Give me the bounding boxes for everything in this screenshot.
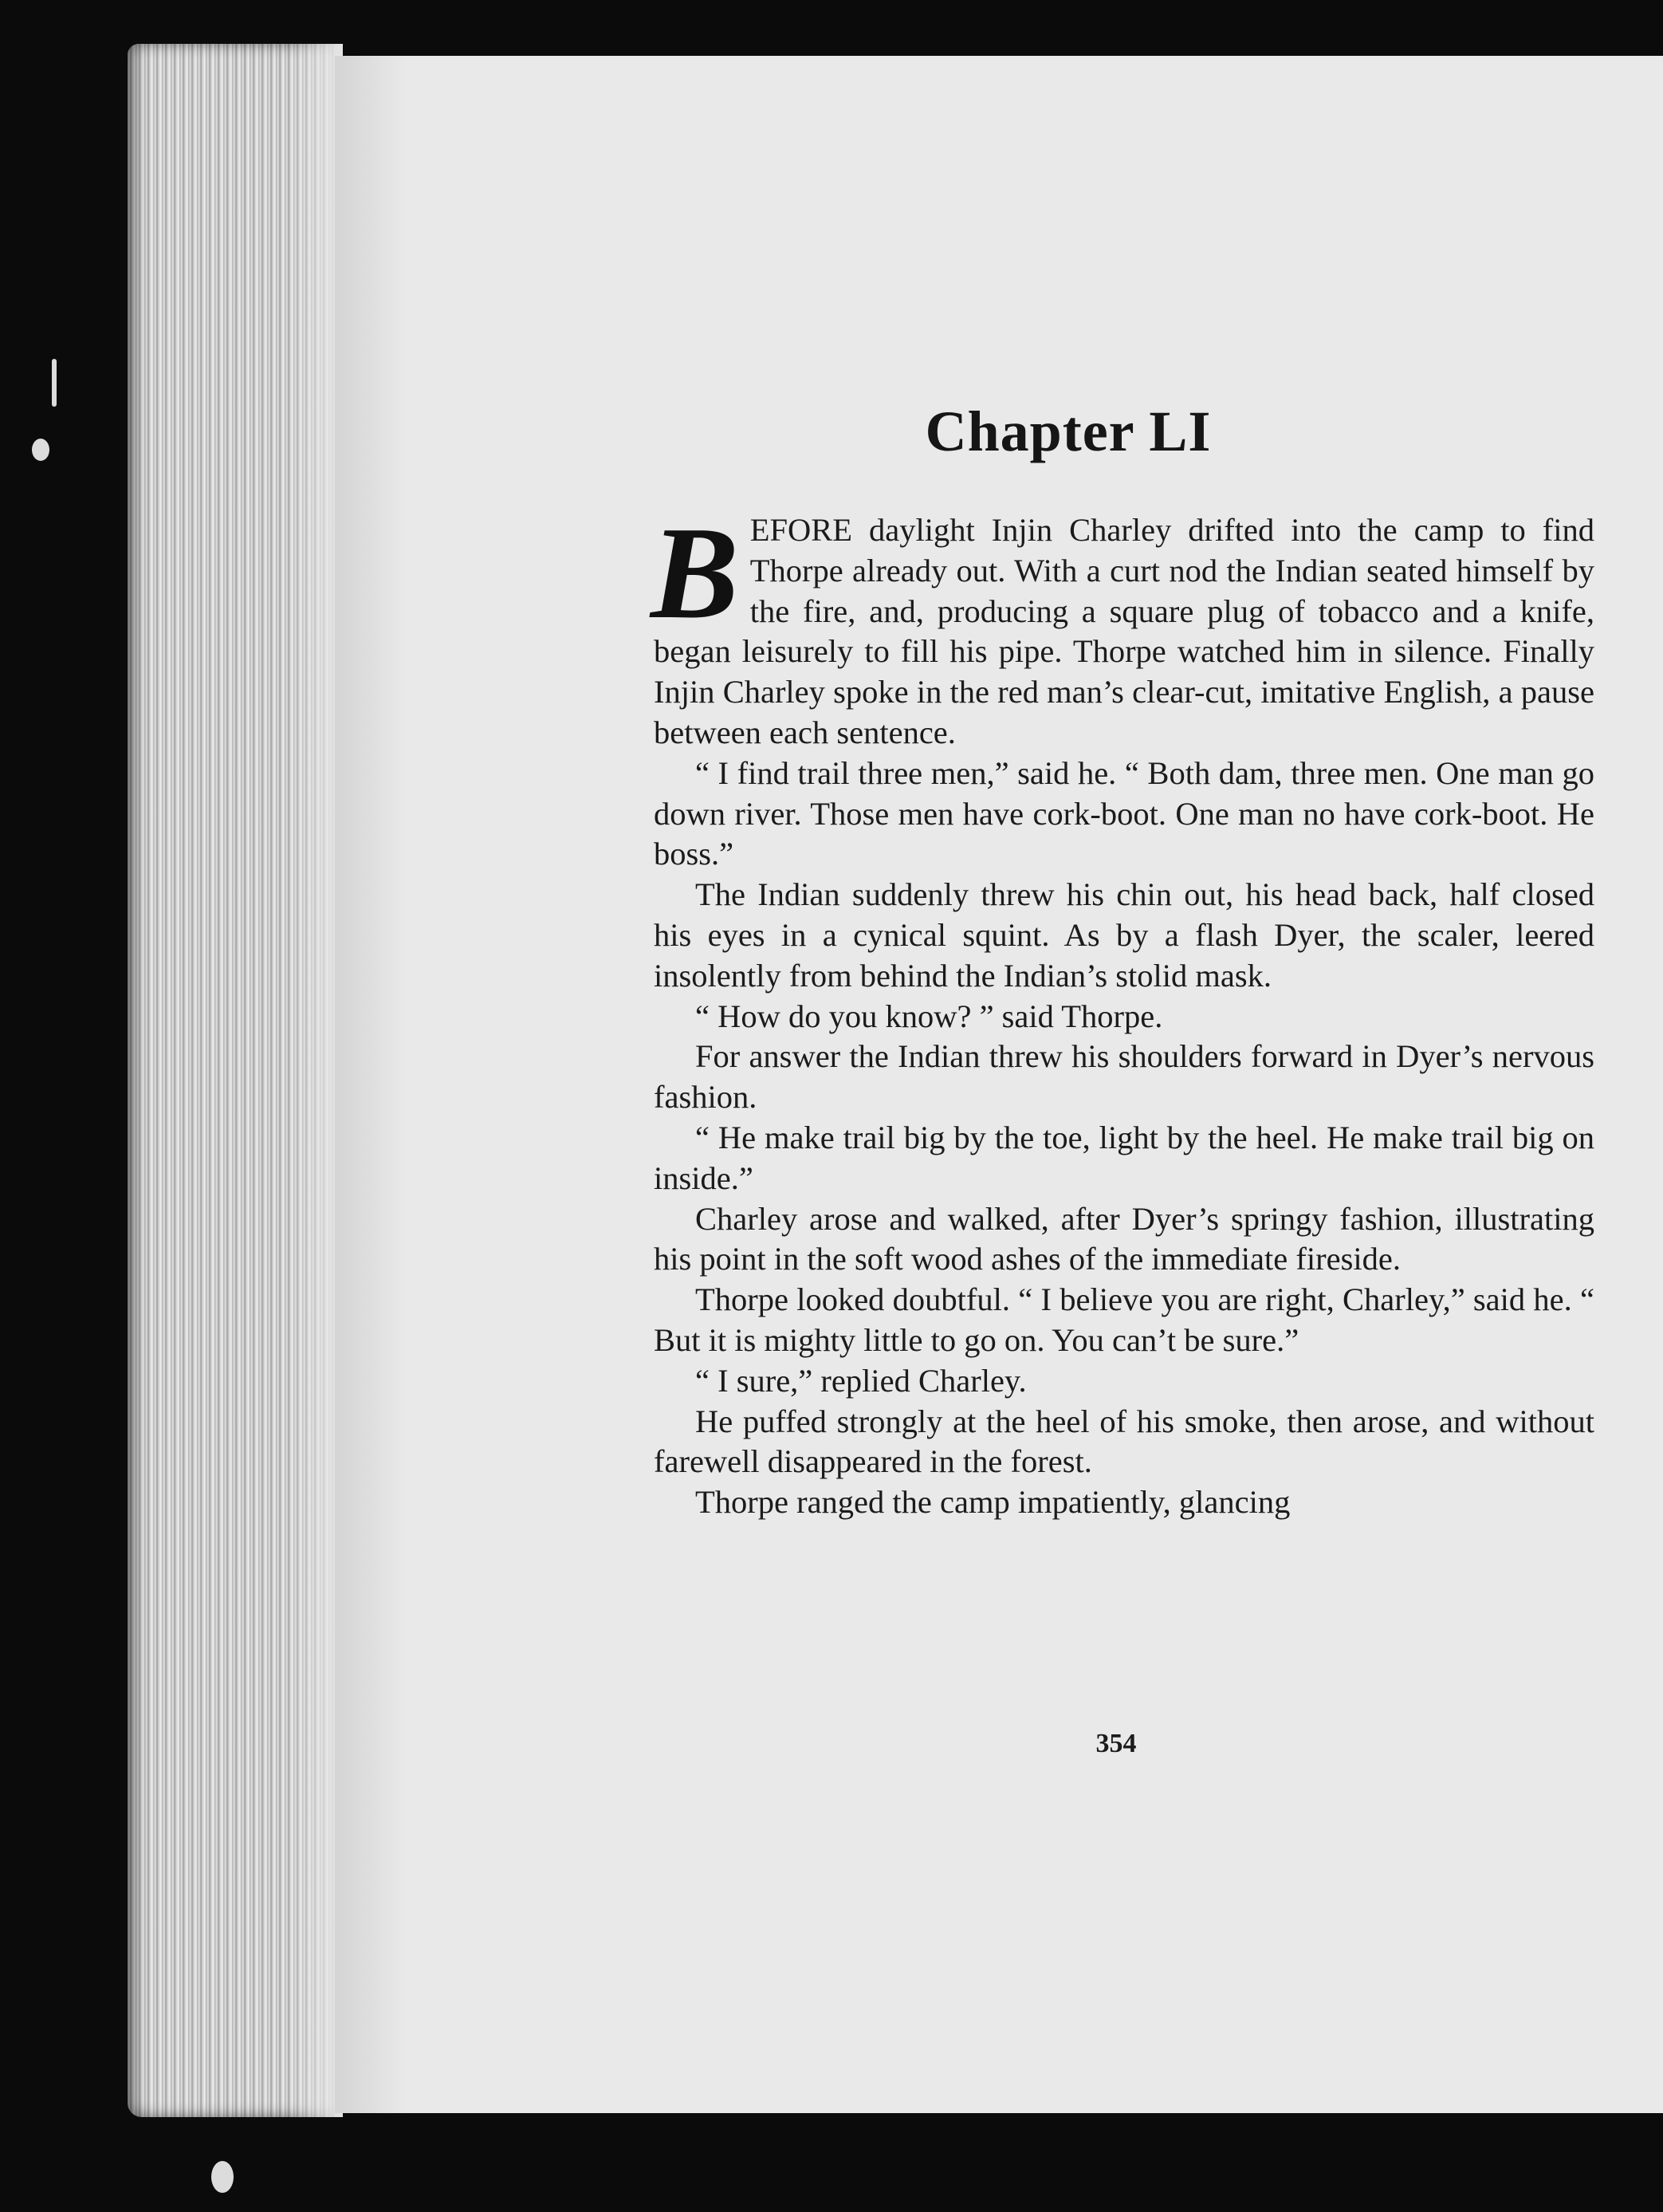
- page-number: 354: [1095, 1729, 1137, 1758]
- paragraph-1: [651, 499, 1594, 754]
- paragraph-1-text: EFORE daylight Injin Charley drifted into the camp to find Thorpe already out. With a curt nod the Indian seated himself by the fire, and, producing a square plug of tobacco and a knife, began leisurely to fill his pipe. Thorpe watched him in silence. Finally Injin Charley spoke in the red man’s clear-cut, imitative English, a pause between each sentence.: [654, 512, 1594, 750]
- scan-speck: [211, 2161, 234, 2193]
- paragraph-6: “ He make trail big by the toe, light by the heel. He make trail big on inside.”: [654, 1119, 1594, 1196]
- drop-cap-letter: B: [651, 499, 739, 646]
- paragraph-11: Thorpe ranged the camp impatiently, glancing: [695, 1484, 1291, 1521]
- paragraph-9: “ I sure,” replied Charley.: [695, 1362, 1027, 1399]
- chapter-body: [651, 499, 1594, 1523]
- paragraph-5: For answer the Indian threw his shoulders forward in Dyer’s nervous fashion.: [654, 1038, 1594, 1116]
- paragraph-2: “ I find trail three men,” said he. “ Both dam, three men. One man go down river. Those men have cork-boot. One man no have cork-boot. He boss.”: [654, 754, 1594, 872]
- page-gutter-shadow: [335, 56, 407, 2113]
- paragraph-10: He puffed strongly at the heel of his smoke, then arose, and without farewell disappeared in the forest.: [654, 1403, 1594, 1480]
- paragraph-4: “ How do you know? ” said Thorpe.: [695, 998, 1163, 1034]
- scan-speck: [32, 439, 49, 461]
- paragraph-7: Charley arose and walked, after Dyer’s springy fashion, illustrating his point in the soft wood ashes of the immediate fireside.: [654, 1200, 1594, 1277]
- scan-speck: [52, 359, 57, 407]
- book-page-edges: [128, 44, 343, 2117]
- paragraph-3: The Indian suddenly threw his chin out, his head back, half closed his eyes in a cynical squint. As by a flash Dyer, the scaler, leered insolently from behind the Indian’s stolid mask.: [654, 876, 1594, 994]
- chapter-title: Chapter LI: [925, 399, 1212, 463]
- paragraph-8: Thorpe looked doubtful. “ I believe you are right, Charley,” said he. “ But it is mighty little to go on. You can’t be sure.”: [654, 1281, 1594, 1358]
